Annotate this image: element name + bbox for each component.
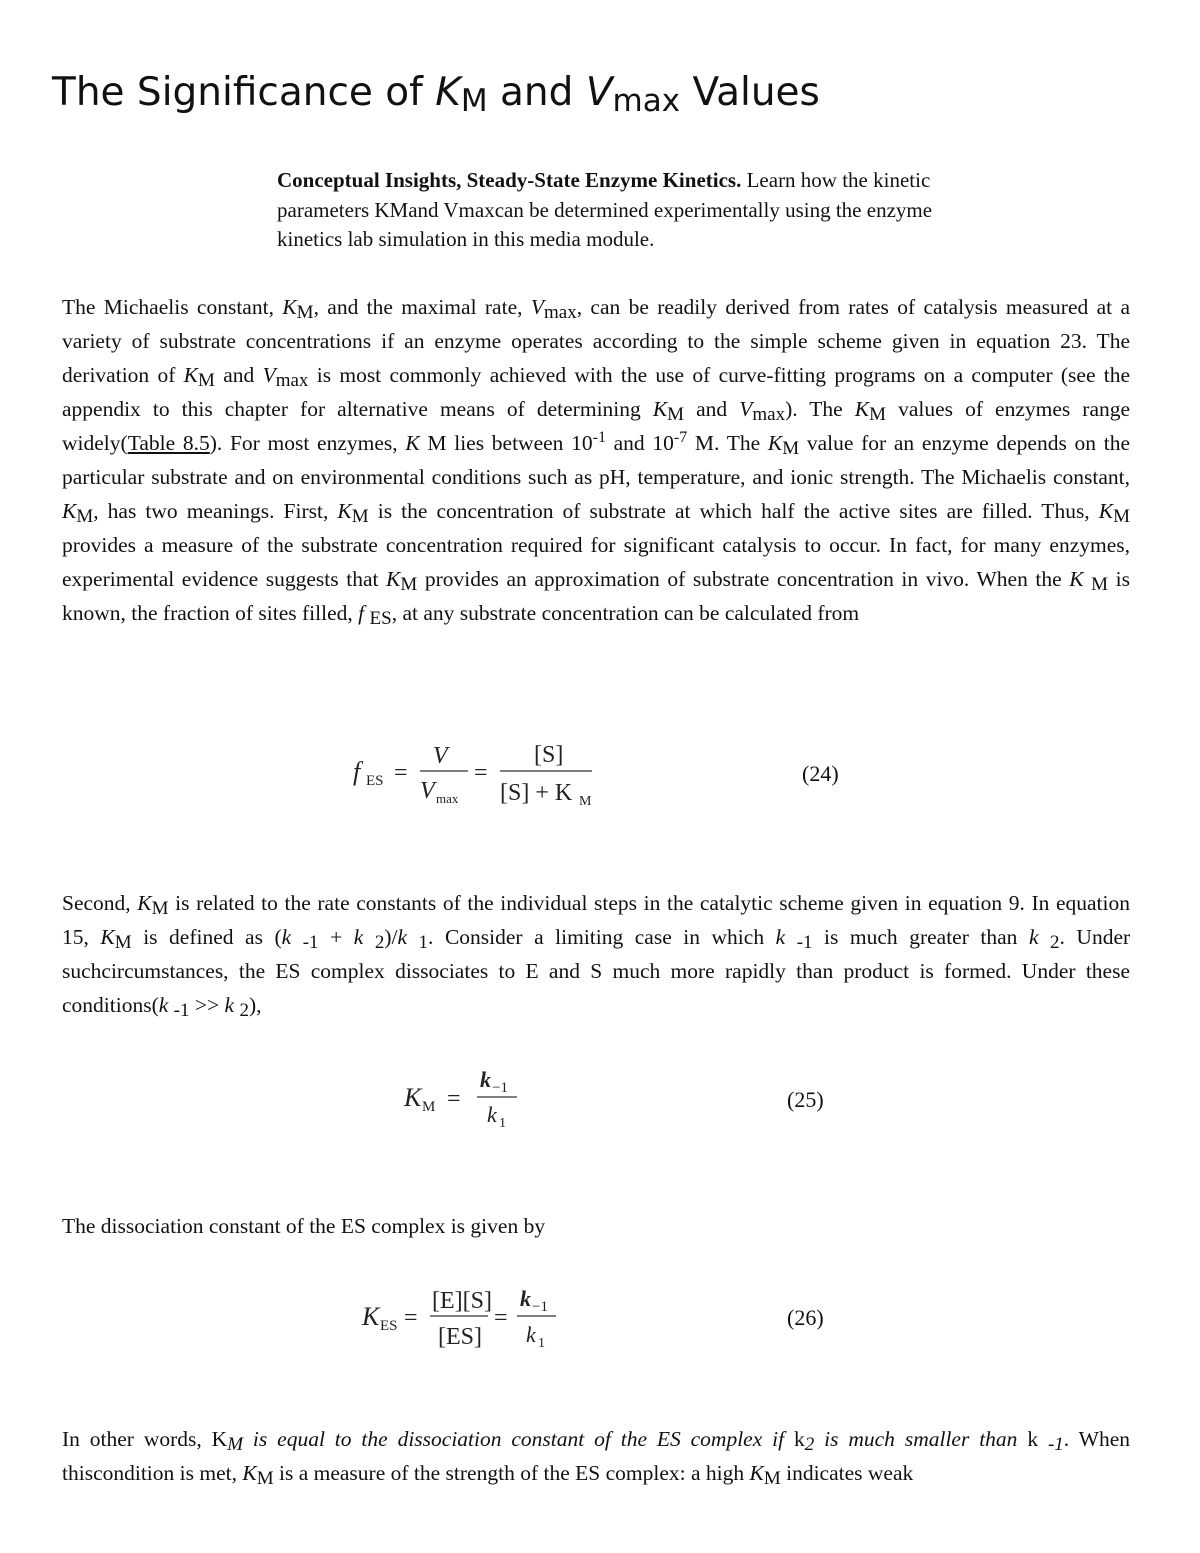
- k-symbol: k: [1027, 1427, 1039, 1451]
- vmax-subscript: max: [543, 302, 577, 323]
- eq24-lhs: f: [353, 757, 361, 786]
- km-symbol: K: [749, 1461, 764, 1485]
- km-subscript: M: [256, 1468, 274, 1489]
- km-symbol: K: [137, 891, 152, 915]
- k-subscript: 1: [418, 932, 429, 953]
- eq24-den2: [S] + K: [500, 780, 573, 806]
- km-subscript: M: [296, 302, 314, 323]
- km-symbol: K: [337, 499, 352, 523]
- eq24-equals: =: [394, 760, 408, 786]
- km-subscript: M: [763, 1468, 781, 1489]
- km-subscript: M: [427, 431, 447, 455]
- km-subscript: M: [151, 898, 169, 919]
- km-symbol: K: [282, 295, 297, 319]
- k-symbol: k: [158, 993, 169, 1017]
- eq25-den: k: [487, 1102, 497, 1127]
- page-title: [52, 70, 820, 119]
- k-subscript: 2: [239, 1000, 249, 1021]
- vmax-symbol: V: [262, 363, 276, 387]
- k-symbol: k: [794, 1427, 805, 1451]
- italic-run: is equal to the dissociation constant of the ES complex if: [252, 1427, 785, 1451]
- eq26-den1: [ES]: [438, 1324, 482, 1350]
- text-run: is much greater than: [824, 925, 1018, 949]
- text-run: is most commonly achieved with the use of curve-fitting programs on a computer (see the appendix to this chapter for alternative means of determining: [62, 363, 1131, 421]
- insight-text: Learn how the kinetic parameters KMand Vmaxcan be determined experimentally using the enzyme kinetics lab simulation in this media module.: [277, 168, 933, 251]
- paragraph-dissociation-constant: [62, 1209, 1130, 1243]
- eq24-den2-subscript: M: [579, 794, 592, 809]
- k-symbol: k: [775, 925, 786, 949]
- text-run: In other words, K: [62, 1427, 228, 1451]
- equation-25-number: (25): [787, 1087, 824, 1112]
- equation-26: [360, 1280, 570, 1356]
- k-subscript: 2: [1050, 932, 1060, 953]
- km-subscript: M: [1113, 506, 1130, 527]
- text-run: is related to the rate constants of the individual steps in the catalytic scheme given in equation 9. In equation 15,: [62, 891, 1130, 949]
- text-run: . When thiscondition is met,: [62, 1427, 1131, 1485]
- km-subscript: M: [227, 1434, 244, 1455]
- k-subscript: -1: [1047, 1434, 1064, 1455]
- eq26-num1: [E][S]: [432, 1288, 492, 1314]
- vmax-symbol: V: [739, 397, 753, 421]
- text-run: M. The: [694, 431, 761, 455]
- text-run: , and the maximal rate,: [313, 295, 523, 319]
- km-symbol: K: [183, 363, 199, 387]
- k-subscript: -1: [796, 932, 813, 953]
- text-run: values of enzymes range widely(: [62, 397, 1131, 455]
- eq24-den1: V: [420, 778, 435, 804]
- k-subscript: -1: [302, 932, 319, 953]
- title-km-subscript: M: [460, 83, 488, 119]
- eq25-den-subscript: 1: [499, 1116, 506, 1131]
- text-run: provides an approximation of substrate concentration in vivo. When the: [424, 567, 1062, 591]
- eq24-num2: [S]: [534, 742, 564, 768]
- title-and: and: [500, 70, 574, 115]
- km-symbol: K: [1069, 567, 1084, 591]
- km-subscript: M: [400, 574, 418, 595]
- eq26-equals-2: =: [494, 1305, 508, 1331]
- text-run: provides a measure of the substrate concentration required for significant catalysis to occur. In fact, for many enzymes, experimental evidence suggests that: [62, 533, 1130, 591]
- eq26-den2: k: [526, 1322, 536, 1347]
- text-run: and: [696, 397, 728, 421]
- k-symbol: k: [1028, 925, 1039, 949]
- eq26-lhs-subscript: ES: [380, 1318, 398, 1334]
- text-run: +: [330, 925, 343, 949]
- eq24-equals-2: =: [474, 760, 488, 786]
- text-run: , has two meanings. First,: [93, 499, 329, 523]
- text-run: The dissociation constant of the ES complex is given by: [62, 1214, 546, 1238]
- km-subscript: M: [782, 438, 800, 459]
- text-run: ),: [248, 993, 262, 1017]
- km-symbol: K: [62, 499, 77, 523]
- k-symbol: k: [353, 925, 364, 949]
- equation-25: [402, 1063, 532, 1135]
- k-subscript: 2: [804, 1434, 815, 1455]
- insight-bold-heading: Conceptual Insights, Steady-State Enzyme Kinetics.: [277, 168, 742, 192]
- k-symbol: k: [397, 925, 408, 949]
- text-run: Second,: [62, 891, 131, 915]
- eq25-num-subscript: −1: [492, 1080, 508, 1096]
- eq26-lhs: K: [362, 1302, 380, 1331]
- paragraph-in-other-words: [62, 1422, 1130, 1490]
- km-symbol: K: [100, 925, 115, 949]
- text-run: value for an enzyme depends on the particular substrate and on environmental conditions such as pH, temperature, and ionic strength. The Michaelis constant,: [62, 431, 1131, 489]
- text-run: and 10: [613, 431, 674, 455]
- text-run: . Under suchcircumstances, the ES complex dissociates to E and S much more rapidly than product is formed. Under these conditions(: [62, 925, 1131, 1017]
- k-subscript: -1: [173, 1000, 190, 1021]
- title-km-symbol: K: [435, 70, 461, 115]
- eq24-num1: V: [433, 743, 448, 769]
- k-symbol: k: [224, 993, 235, 1017]
- text-run: The Michaelis constant,: [62, 295, 274, 319]
- eq26-den2-subscript: 1: [538, 1336, 545, 1351]
- km-subscript: M: [351, 506, 369, 527]
- table-8-5-link[interactable]: Table 8.5: [127, 431, 210, 455]
- text-run: is defined as (: [143, 925, 282, 949]
- italic-run: is much smaller than: [824, 1427, 1018, 1451]
- conceptual-insight-box: [277, 166, 977, 255]
- km-symbol: K: [854, 397, 870, 421]
- text-run: , can be readily derived from rates of catalysis measured at a variety of substrate concentrations if an enzyme operates according to the simple scheme given in equation 23. The derivation of: [62, 295, 1131, 387]
- km-symbol: K: [242, 1461, 257, 1485]
- text-run: , at any substrate concentration can be calculated from: [391, 601, 860, 625]
- equation-26-number: (26): [787, 1305, 824, 1330]
- eq25-lhs-subscript: M: [422, 1099, 436, 1115]
- km-symbol: K: [386, 567, 401, 591]
- text-run: is a measure of the strength of the ES complex: a high: [278, 1461, 745, 1485]
- title-prefix: The Significance of: [52, 70, 423, 115]
- vmax-symbol: V: [530, 295, 544, 319]
- title-suffix: Values: [692, 70, 820, 115]
- km-symbol: K: [652, 397, 668, 421]
- text-run: ). For most enzymes,: [209, 431, 398, 455]
- km-subscript: M: [114, 932, 132, 953]
- exponent: -7: [673, 429, 688, 446]
- text-run: and: [223, 363, 255, 387]
- title-v-symbol: V: [585, 70, 613, 115]
- text-run: is known, the fraction of sites filled,: [62, 567, 1130, 625]
- vmax-subscript: max: [275, 370, 309, 391]
- eq26-equals: =: [404, 1305, 418, 1331]
- eq26-num2: k: [520, 1286, 531, 1311]
- title-v-subscript: max: [612, 83, 681, 119]
- eq24-den1-subscript: max: [436, 791, 459, 806]
- text-run: is the concentration of substrate at which half the active sites are filled. Thus,: [377, 499, 1090, 523]
- paragraph-rate-constants: [62, 886, 1130, 1022]
- text-run: >>: [194, 993, 220, 1017]
- text-run: . Consider a limiting case in which: [428, 925, 765, 949]
- km-symbol: K: [767, 431, 783, 455]
- k-symbol: k: [281, 925, 292, 949]
- eq25-num: k: [480, 1067, 491, 1092]
- fes-subscript: ES: [369, 608, 392, 629]
- text-run: )/: [384, 925, 398, 949]
- text-run: ). The: [785, 397, 843, 421]
- fes-symbol: f: [358, 601, 365, 625]
- text-run: indicates weak: [786, 1461, 914, 1485]
- equation-24-number: (24): [802, 761, 839, 786]
- exponent: -1: [592, 429, 606, 446]
- eq25-lhs: K: [404, 1083, 422, 1112]
- km-symbol: K: [405, 431, 420, 455]
- km-subscript: M: [1091, 574, 1109, 595]
- km-subscript: M: [76, 506, 94, 527]
- km-subscript: M: [198, 370, 215, 391]
- km-symbol: K: [1098, 499, 1114, 523]
- equation-24: [350, 730, 610, 810]
- eq24-lhs-subscript: ES: [366, 773, 384, 789]
- eq26-num2-subscript: −1: [532, 1299, 548, 1315]
- text-run: lies between 10: [454, 431, 593, 455]
- paragraph-michaelis-constant: [62, 290, 1130, 630]
- vmax-subscript: max: [752, 404, 786, 425]
- km-subscript: M: [667, 404, 685, 425]
- km-subscript: M: [869, 404, 887, 425]
- k-subscript: 2: [374, 932, 385, 953]
- eq25-equals: =: [447, 1086, 461, 1112]
